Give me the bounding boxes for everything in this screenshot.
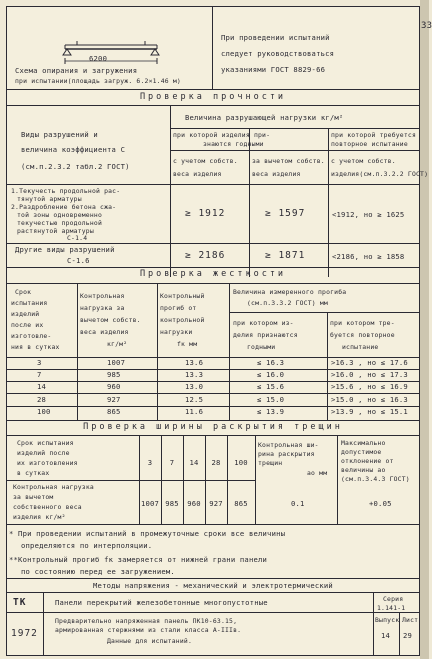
test-day: 14 bbox=[37, 382, 47, 391]
stiffness-group-header-2: (см.п.3.3.2 ГОСТ) мм bbox=[247, 299, 328, 307]
crack-load-value: 865 bbox=[234, 499, 248, 508]
crack-load-value: 1007 bbox=[140, 499, 160, 508]
stiffness-col4-header: годными bbox=[247, 343, 276, 351]
note-line-1: При проведении испытаний bbox=[221, 33, 330, 42]
control-load: 927 bbox=[107, 395, 121, 404]
crack-day-value: 100 bbox=[234, 458, 248, 467]
strength-group-header: Величина разрушающей нагрузки кг/м² bbox=[185, 113, 344, 122]
crack-max-header: (см.п.3.4.3 ГОСТ) bbox=[341, 475, 410, 483]
series-value: 1.141-1 bbox=[377, 604, 406, 612]
test-day: 3 bbox=[37, 358, 42, 367]
issue-value: 14 bbox=[381, 631, 391, 640]
failure-type-text: тянутой арматуры bbox=[17, 195, 82, 203]
crack-load-label: за вычетом bbox=[13, 493, 54, 501]
failure-type-text: растянутой арматуры bbox=[17, 227, 94, 235]
title-block-line-3: армированная стержнями из стали класса А-IIIв. bbox=[55, 626, 242, 634]
strength-col1-header-3: (см.п.2.3.2 табл.2 ГОСТ) bbox=[21, 162, 130, 171]
stiffness-col5-header: буется повторное bbox=[330, 331, 395, 339]
stiffness-col5-header: испытание bbox=[342, 343, 379, 351]
deflection-accept: ≤ 15.0 bbox=[257, 395, 285, 404]
section-title-crack: Проверка ширины раскрытия трещин bbox=[83, 422, 343, 432]
deflection-accept: ≤ 16.3 bbox=[257, 358, 285, 367]
control-deflection: 13.6 bbox=[185, 358, 204, 367]
deflection-retest: >16.3 , но ≤ 17.6 bbox=[331, 358, 408, 367]
span-dimension: 6200 bbox=[89, 54, 108, 63]
control-deflection: 13.3 bbox=[185, 370, 204, 379]
crack-day-value: 3 bbox=[147, 458, 153, 467]
section-title-stiffness: Проверка жесткости bbox=[139, 269, 287, 279]
strength-col1-header-2: величина коэффициента С bbox=[21, 145, 126, 154]
stiffness-col3-header: контрольной bbox=[160, 316, 205, 324]
stiffness-col1-header: испытания bbox=[11, 299, 48, 307]
stiffness-col1-header: изготовле- bbox=[11, 332, 52, 340]
strength-value: <2186, но ≥ 1858 bbox=[332, 252, 405, 261]
control-load: 960 bbox=[107, 382, 121, 391]
crack-ctrl-value: 0.1 bbox=[291, 499, 305, 508]
deflection-retest: >13.9 , но ≤ 15.1 bbox=[331, 407, 408, 416]
crack-ctrl-header: рина раскрытия bbox=[258, 450, 315, 458]
crack-max-header: допустимое bbox=[341, 448, 382, 456]
strength-sub2-header-2: повторное испытание bbox=[331, 140, 408, 148]
strength-sub1-header: при которой изделия при- bbox=[173, 131, 271, 139]
strength-col-c-header-2: изделия(см.п.3.2.2 ГОСТ) bbox=[331, 170, 429, 178]
strength-sub1-header-2: знаются годными bbox=[203, 140, 264, 148]
stiffness-col2-header: вычетом собств. bbox=[80, 316, 141, 324]
control-deflection: 12.5 bbox=[185, 395, 204, 404]
edge-page-number: 33 bbox=[421, 21, 432, 31]
note-1: * При проведении испытаний в промежуточные сроки все величины bbox=[9, 529, 286, 538]
coefficient-c: С-1.4 bbox=[67, 234, 88, 242]
deflection-accept: ≤ 16.0 bbox=[257, 370, 285, 379]
crack-day-label: изделий после bbox=[17, 449, 70, 457]
year: 1972 bbox=[11, 628, 38, 639]
note-1-cont: определяются по интерполяции. bbox=[21, 541, 153, 550]
note-line-3: указаниями ГОСТ 8829-66 bbox=[221, 65, 326, 74]
stiffness-col4-header: делия признаются bbox=[233, 331, 298, 339]
strength-col-b-header-2: веса изделия bbox=[252, 170, 301, 178]
test-day: 100 bbox=[37, 407, 51, 416]
deflection-accept: ≤ 13.9 bbox=[257, 407, 285, 416]
failure-type-text: 1.Текучесть продольной рас- bbox=[11, 187, 121, 195]
stiffness-col3-header: прогиб от bbox=[160, 304, 197, 312]
stiffness-col3-header: нагрузки bbox=[160, 328, 193, 336]
strength-col-b-header: за вычетом собств. bbox=[252, 157, 325, 165]
crack-load-value: 927 bbox=[209, 499, 223, 508]
crack-ctrl-header: Контрольная ши- bbox=[258, 441, 319, 449]
stiffness-col1-header: изделий bbox=[11, 310, 40, 318]
crack-load-label: собственного веса bbox=[13, 503, 82, 511]
issue-label: Выпуск bbox=[375, 616, 400, 624]
strength-sub2-header: при которой требуется bbox=[331, 131, 416, 139]
crack-day-label: в сутках bbox=[17, 469, 50, 477]
crack-day-value: 7 bbox=[169, 458, 175, 467]
control-load: 1007 bbox=[107, 358, 126, 367]
stiffness-col2-header: нагрузка за bbox=[80, 304, 125, 312]
stiffness-col2-header: Контрольная bbox=[80, 292, 125, 300]
stiffness-col2-header: веса изделия bbox=[80, 328, 129, 336]
note-2-cont: по состоянию перед ее загружением. bbox=[21, 567, 175, 576]
title-block-line-2: Предварительно напряженная панель ПК10-63.15, bbox=[55, 617, 238, 625]
stiffness-col4-header: при котором из- bbox=[233, 319, 294, 327]
tk-mark: ТК bbox=[13, 597, 27, 608]
strength-value: ≥ 1912 bbox=[185, 208, 226, 219]
title-block-line-1: Панели перекрытий железобетонные многопустотные bbox=[55, 598, 268, 607]
scheme-caption: Схема опирания и загружения bbox=[15, 66, 138, 75]
crack-day-label: Срок испытания bbox=[17, 439, 74, 447]
crack-load-value: 960 bbox=[187, 499, 201, 508]
crack-max-header: Максимально bbox=[341, 439, 386, 447]
stiffness-col1-header: после их bbox=[11, 321, 44, 329]
failure-type-text: Другие виды разрушений bbox=[15, 245, 115, 254]
drawing-sheet bbox=[6, 6, 429, 656]
strength-col1-header: Виды разрушений и bbox=[21, 130, 98, 139]
deflection-retest: >16.0 , но ≤ 17.3 bbox=[331, 370, 408, 379]
crack-max-header: отклонение от bbox=[341, 457, 394, 465]
failure-type-text: текучестью продольной bbox=[17, 219, 102, 227]
scheme-caption-detail: при испытании(площадь загруж. 6.2×1.46 м) bbox=[15, 77, 181, 85]
crack-max-value: +0.05 bbox=[369, 499, 392, 508]
note-2: **Контрольный прогиб fк замеряется от нижней грани панели bbox=[9, 555, 268, 564]
stiffness-col3-header: Контрольный bbox=[160, 292, 205, 300]
stiffness-group-header: Величина измеренного прогиба bbox=[233, 288, 347, 296]
strength-value: <1912, но ≥ 1625 bbox=[332, 210, 405, 219]
sheet-label: Лист bbox=[402, 616, 419, 624]
control-load: 985 bbox=[107, 370, 121, 379]
section-title-strength: Проверка прочности bbox=[139, 92, 287, 102]
control-deflection: 11.6 bbox=[185, 407, 204, 416]
strength-value: ≥ 1871 bbox=[265, 250, 306, 261]
crack-day-value: 28 bbox=[211, 458, 221, 467]
failure-type-text: той зоны одновременно bbox=[17, 211, 102, 219]
crack-day-value: 14 bbox=[189, 458, 199, 467]
crack-load-label: Контрольная нагрузка bbox=[13, 483, 94, 491]
deflection-retest: >15.6 , но ≤ 16.9 bbox=[331, 382, 408, 391]
deflection-accept: ≤ 15.6 bbox=[257, 382, 285, 391]
crack-ctrl-header: трещин bbox=[258, 459, 283, 467]
beam-scheme-icon bbox=[57, 39, 167, 69]
sheet-value: 29 bbox=[403, 631, 413, 640]
series-label: Серия bbox=[383, 595, 404, 603]
stiffness-col1-header: Срок bbox=[15, 288, 32, 296]
stiffness-col2-header: кг/м² bbox=[107, 340, 128, 348]
control-deflection: 13.0 bbox=[185, 382, 204, 391]
test-day: 7 bbox=[37, 370, 42, 379]
test-day: 28 bbox=[37, 395, 47, 404]
crack-max-header: величины аo bbox=[341, 466, 386, 474]
strength-col-a-header-2: веса изделия bbox=[173, 170, 222, 178]
title-block-line-4: Данные для испытаний. bbox=[107, 637, 192, 645]
strength-col-c-header: с учетом собств. bbox=[331, 157, 396, 165]
failure-type-text: 2.Раздробление бетона сжа- bbox=[11, 203, 117, 211]
stiffness-col5-header: при котором тре- bbox=[330, 319, 395, 327]
crack-day-label: их изготовления bbox=[17, 459, 78, 467]
crack-load-value: 985 bbox=[165, 499, 179, 508]
coefficient-c: С-1.6 bbox=[67, 256, 90, 265]
strength-value: ≥ 2186 bbox=[185, 250, 226, 261]
stiffness-col1-header: ния в сутках bbox=[11, 343, 60, 351]
strength-value: ≥ 1597 bbox=[265, 208, 306, 219]
scan-edge bbox=[420, 0, 429, 659]
deflection-retest: >15.0 , но ≤ 16.3 bbox=[331, 395, 408, 404]
methods-line: Методы напряжения - механический и электротермический bbox=[93, 581, 333, 590]
strength-col-a-header: с учетом собств. bbox=[173, 157, 238, 165]
stiffness-col3-header: fк мм bbox=[177, 340, 198, 348]
note-line-2: следует руководствоваться bbox=[221, 49, 335, 58]
crack-ctrl-header: аo мм bbox=[307, 469, 328, 477]
control-load: 865 bbox=[107, 407, 121, 416]
crack-load-label: изделия кг/м² bbox=[13, 513, 66, 521]
